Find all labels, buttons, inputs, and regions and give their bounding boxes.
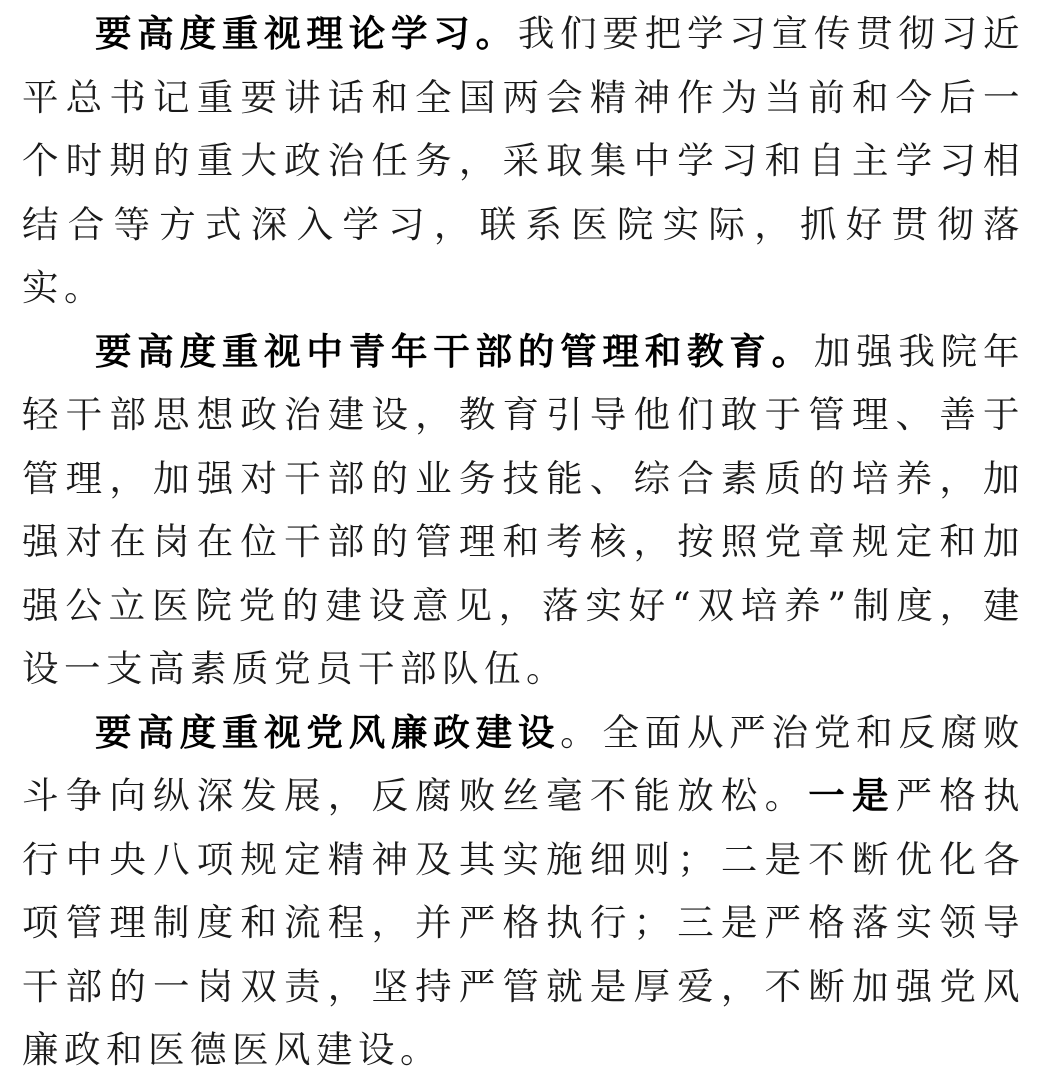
paragraph-body-text: 加强我院年轻干部思想政治建设，教育引导他们敢于管理、善于管理，加强对干部的业务技能、综合素质的培养，加强对在岗在位干部的管理和考核，按照党章规定和加强公立医院党的建设意见，落实好“双培养”制度，建设一支高素质党员干部队伍。 — [22, 329, 1026, 690]
paragraph-body-text: 严格执行中央八项规定精神及其实施细则；二是不断优化各项管理制度和流程，并严格执行；三是严格落实领导干部的一岗双责，坚持严管就是厚爱，不断加强党风廉政和医德医风建设。 — [22, 774, 1026, 1071]
paragraph-young-cadres — [22, 320, 1025, 701]
paragraph-lead-heading: 要高度重视理论学习。 — [95, 12, 518, 55]
document-body — [22, 2, 1025, 1082]
paragraph-body-text: 。全面从严治党和反腐败斗争向纵深发展，反腐败丝毫不能放松。 — [22, 710, 1026, 817]
inline-bold-marker: 一是 — [808, 774, 896, 817]
paragraph-integrity-building — [22, 701, 1025, 1082]
paragraph-lead-heading: 要高度重视党风廉政建设 — [95, 710, 561, 754]
paragraph-theory-study — [22, 2, 1025, 320]
paragraph-lead-heading: 要高度重视中青年干部的管理和教育。 — [95, 329, 814, 373]
paragraph-body-text: 我们要把学习宣传贯彻习近平总书记重要讲话和全国两会精神作为当前和今后一个时期的重大政治任务，采取集中学习和自主学习相结合等方式深入学习，联系医院实际，抓好贯彻落实。 — [22, 12, 1026, 309]
